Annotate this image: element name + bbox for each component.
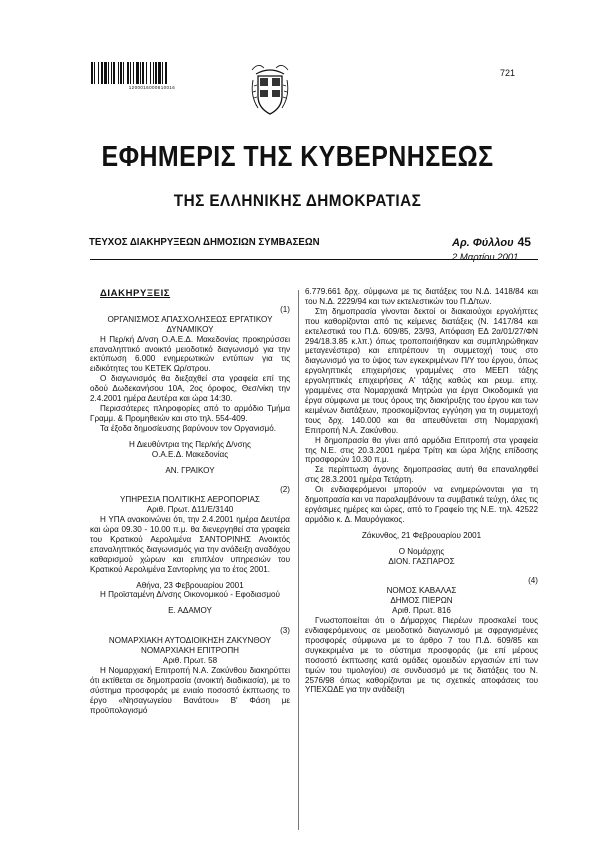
protocol-number: Αριθ. Πρωτ. 58 — [162, 656, 218, 665]
column-divider — [298, 290, 299, 830]
notice-organization: ΔΗΜΟΣ ΠΙΕΡΩΝ — [390, 596, 453, 606]
left-column — [90, 287, 290, 715]
notice-number: (4) — [528, 576, 538, 586]
notice-paragraph: 6.779.661 δρχ. σύμφωνα με τις διατάξεις του Ν.Δ. 1418/84 και του Ν.Δ. 2229/94 και των εκτελεστικών του Π.Δ/των. — [305, 287, 538, 306]
notice-paragraph: Γνωστοποιείται ότι ο Δήμαρχος Πιερέων προσκαλεί τους ενδιαφερόμενους σε μειοδοτικό διαγωνισμό με σφραγισμένες προσφορές σύμφωνα με το άρθρο 7 του Π.Δ. 609/85 και συγκεκριμένα με το σύστημα προσφοράς (με επί μέρους ποσοστό έκπτωσης κατά ομάδες ομοειδών εργασιών επί των τιμών του τιμολογίου) σε συνδυασμό με τις διατάξεις του Ν. 2576/98 όπως καθορίζονται με τις σχετικές αποφάσεις του ΥΠΕΧΩΔΕ για την ανάδειξη — [305, 616, 538, 695]
notice-paragraph: Οι ενδιαφερόμενοι μπορούν να ενημερώνονται για τη δημοπρασία και να παραλαμβάνουν τα συμβατικά τεύχη, όλες τις εργάσιμες ημέρες και ώρες, από το Γραφείο της Ν.Ε. τηλ. 42522 αρμόδιο κ. Δ. Μαυρόγιακος. — [305, 485, 538, 524]
protocol-number: Αριθ. Πρωτ. Δ11/Ε/3140 — [146, 505, 234, 515]
protocol-number: Αριθ. Πρωτ. 816 — [392, 606, 451, 616]
notice-organization: ΟΡΓΑΝΙΣΜΟΣ ΑΠΑΣΧΟΛΗΣΕΩΣ ΕΡΓΑΤΙΚΟΥ ΔΥΝΑΜΙΚΟΥ — [107, 314, 273, 334]
sheet-info — [452, 235, 531, 249]
notice-number: (2) — [280, 485, 290, 495]
page-number: 721 — [500, 68, 516, 78]
issue-type: ΤΕΥΧΟΣ ΔΙΑΚΗΡΥΞΕΩΝ ΔΗΜΟΣΙΩΝ ΣΥΜΒΑΣΕΩΝ — [89, 236, 320, 248]
notice-paragraph: Τα έξοδα δημοσίευσης βαρύνουν τον Οργανισμό. — [100, 423, 276, 433]
notice-organization: ΥΠΗΡΕΣΙΑ ΠΟΛΙΤΙΚΗΣ ΑΕΡΟΠΟΡΙΑΣ — [120, 495, 260, 505]
signatory-title: Η Διευθύντρια της Περ/κής Δ/νσης — [129, 439, 251, 449]
masthead: ΕΦΗΜΕΡΙΣ ΤΗΣ ΚΥΒΕΡΝΗΣΕΩΣ — [101, 141, 494, 173]
signatory-name: ΔΙΟΝ. ΓΑΣΠΑΡΟΣ — [388, 556, 455, 566]
notice-paragraph: Η Περ/κή Δ/νση Ο.Α.Ε.Δ. Μακεδονίας προκηρύσσει επαναληπτικό ανοικτό μειοδοτικό διαγωνισμό για την εκτύπωση 6.000 ενημερωτικών εντύπων για τις ειδικότητες του ΚΕΤΕΚ Ωρ/στρου. — [90, 334, 290, 374]
section-heading: ΔΙΑΚΗΡΥΞΕΙΣ — [100, 288, 171, 299]
header-rule — [90, 259, 538, 260]
notice-paragraph: Στη δημοπρασία γίνονται δεκτοί οι διακαιούχοι εργολήπτες που καθορίζονται από τις κείμενες διατάξεις (Ν. 1417/84 και εκτελεστικά του Π.Δ. 609/85, 23/93, Απόφαση ΕΔ 2α/01/27/ΦΝ 294/18.3.85 κ.λπ.) όπως τροποποιήθηκαν και συμπληρώθηκαν μεταγενέστερα) και επιτρέπουν τη συμμετοχή τους στο διαγωνισμό για το ύψος των εγκεκριμένων Π/Υ του έργου, όπως εργοληπτικές επιχειρήσεις γραμμένες στο ΜΕΕΠ τάξης εργοληπτικές επιχειρήσεις Α' τάξης καθώς και ρευμ. επιχ. γραμμένες στα Νομαρχιακά Μητρώα για έργα Οικοδομικά για έργα σύμφωνα με τους όρους της διακήρυξης του έργου και των κειμένων διατάξεων, προσκομίζοντας εγγύηση για τη συμμετοχή τους δρχ. 140.000 και θα απευθύνεται στη Νομαρχιακή Επιτροπή Ν.Α. Ζακύνθου. — [305, 306, 538, 435]
sheet-number: 45 — [517, 235, 531, 249]
right-column — [305, 287, 538, 695]
notice-number: (3) — [280, 626, 290, 636]
signatory-name: Ε. ΑΔΑΜΟΥ — [168, 606, 212, 616]
signatory-title: Ο.Α.Ε.Δ. Μακεδονίας — [151, 449, 229, 459]
notice-paragraph: Η δημοπρασία θα γίνει από αρμόδια Επιτροπή στα γραφεία της Ν.Ε. στις 20.3.2001 ημέρα Τρίτη και ώρα λήξης επίδοσης προσφορών 10.30 π.μ. — [305, 435, 538, 465]
barcode-number: 1200016000810016 — [128, 85, 176, 90]
place-date: Αθήνα, 23 Φεβρουαρίου 2001 — [136, 580, 244, 590]
place-date: Ζάκυνθος, 21 Φεβρουαρίου 2001 — [361, 530, 482, 540]
barcode — [91, 62, 213, 84]
issue-date: 2 Μαρτίου 2001 — [452, 252, 519, 263]
notice-paragraph: Ο διαγωνισμός θα διεξαχθεί στα γραφεία επί της οδού Δωδεκανήσου 10Α, 2ος όροφος, Θεσ/νίκη την 2.4.2001 ημέρα Δευτέρα και ώρα 14:30. — [90, 374, 290, 404]
greek-coat-of-arms-icon — [250, 60, 290, 120]
notice-organization: ΝΟΜΑΡΧΙΑΚΗ ΑΥΤΟΔΙΟΙΚΗΣΗ ΖΑΚΥΝΘΟΥ — [108, 636, 272, 646]
notice-organization: ΝΟΜΑΡΧΙΑΚΗ ΕΠΙΤΡΟΠΗ — [140, 646, 240, 656]
notice-paragraph: Η Νομαρχιακή Επιτροπή Ν.Α. Ζακύνθου διακηρύττει ότι εκτίθεται σε δημοπρασία (ανοικτή διαδικασία), με το σύστημα προσφοράς με ενιαίο ποσοστό έκπτωσης το έργο «Νησαγωγείου Βανάτου» Β' Φάση με προϋπολογισμό — [90, 665, 290, 715]
masthead-subtitle: ΤΗΣ ΕΛΛΗΝΙΚΗΣ ΔΗΜΟΚΡΑΤΙΑΣ — [173, 191, 422, 210]
notice-paragraph: Σε περίπτωση άγονης δημοπρασίας αυτή θα επαναληφθεί στις 28.3.2001 ημέρα Τετάρτη. — [305, 465, 538, 485]
notice-organization: ΝΟΜΟΣ ΚΑΒΑΛΑΣ — [386, 586, 457, 596]
signatory-title: Η Προϊσταμένη Δ/νσης Οικονομικού - Εφοδιασμού — [100, 590, 280, 600]
sheet-label: Αρ. Φύλλου — [452, 237, 514, 249]
notice-number: (1) — [280, 304, 290, 314]
notice-paragraph: Περισσότερες πληροφορίες από το αρμόδιο Τμήμα Γραμμ. & Προμηθειών και στο τηλ. 554-409. — [90, 403, 290, 423]
notice-paragraph: Η ΥΠΑ ανακοινώνει ότι, την 2.4.2001 ημέρα Δευτέρα και ώρα 09.30 - 10.00 π.μ. θα διενεργηθεί στα γραφεία του Κρατικού Αερολιμένα ΣΑΝΤΟΡΙΝΗΣ Ανοικτός επαναληπτικός διαγωνισμός για την ανάδειξη αναδόχου καθαρισμού χώρων και επιπλέον υπηρεσιών του Κρατικού Αερολιμένα Σαντορίνης για το έτος 2001. — [90, 515, 290, 574]
signatory-title: Ο Νομάρχης — [398, 546, 445, 556]
signatory-name: ΑΝ. ΓΡΑΙΚΟΥ — [165, 465, 215, 475]
